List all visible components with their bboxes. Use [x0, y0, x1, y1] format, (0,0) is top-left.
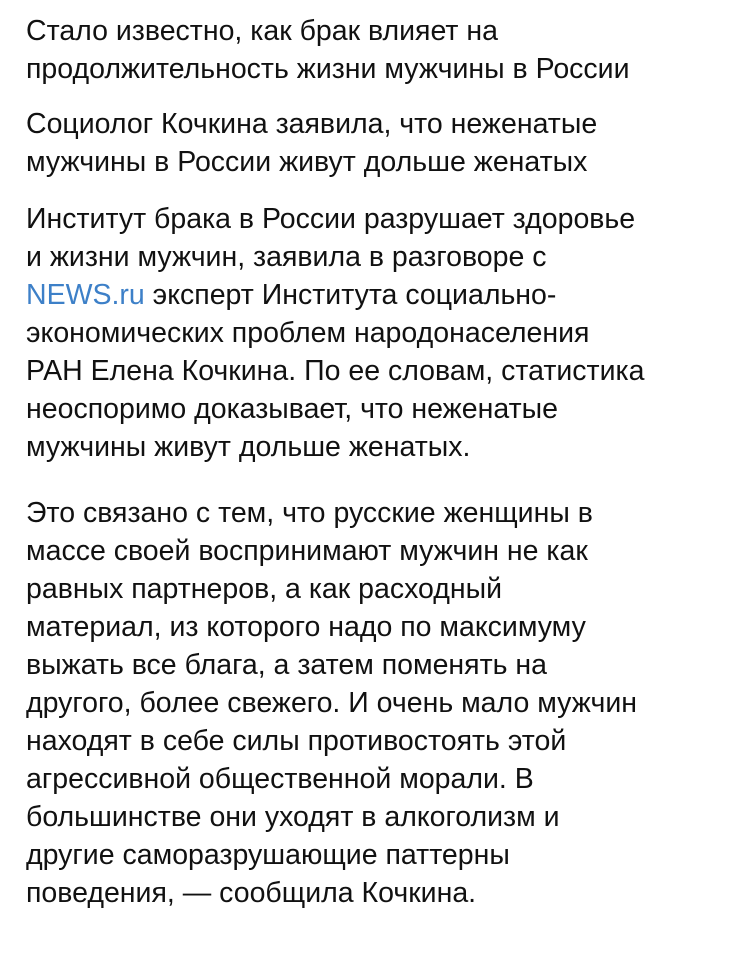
- title-line: продолжительность жизни мужчины в России: [26, 53, 630, 85]
- paragraph-line: материал, из которого надо по максимуму: [26, 611, 586, 643]
- paragraph-line: мужчины живут дольше женатых.: [26, 431, 471, 463]
- paragraph-line: равных партнеров, а как расходный: [26, 573, 503, 605]
- paragraph-line: [26, 276, 726, 314]
- news-ru-link[interactable]: NEWS.ru: [26, 279, 145, 311]
- article: [26, 12, 726, 912]
- subtitle-line: Социолог Кочкина заявила, что неженатые: [26, 108, 598, 140]
- paragraph-line: большинстве они уходят в алкоголизм и: [26, 801, 560, 833]
- article-subtitle: [26, 105, 726, 181]
- paragraph-line: РАН Елена Кочкина. По ее словам, статистика: [26, 355, 645, 387]
- paragraph-line: и жизни мужчин, заявила в разговоре с: [26, 241, 547, 273]
- article-paragraph-intro: [26, 200, 726, 466]
- title-line: Стало известно, как брак влияет на: [26, 15, 498, 47]
- paragraph-line: поведения, — сообщила Кочкина.: [26, 877, 477, 909]
- paragraph-line: Это связано с тем, что русские женщины в: [26, 497, 593, 529]
- paragraph-line: выжать все блага, а затем поменять на: [26, 649, 548, 681]
- paragraph-line: неоспоримо доказывает, что неженатые: [26, 393, 558, 425]
- article-paragraph-quote: [26, 494, 726, 912]
- paragraph-line: агрессивной общественной морали. В: [26, 763, 534, 795]
- paragraph-line: другие саморазрушающие паттерны: [26, 839, 510, 871]
- paragraph-line: находят в себе силы противостоять этой: [26, 725, 567, 757]
- article-title: [26, 12, 726, 88]
- subtitle-line: мужчины в России живут дольше женатых: [26, 146, 588, 178]
- paragraph-line: массе своей воспринимают мужчин не как: [26, 535, 588, 567]
- paragraph-line: Институт брака в России разрушает здоровье: [26, 203, 636, 235]
- paragraph-line: экономических проблем народонаселения: [26, 317, 590, 349]
- paragraph-text: эксперт Института социально-: [144, 279, 557, 311]
- paragraph-line: другого, более свежего. И очень мало мужчин: [26, 687, 637, 719]
